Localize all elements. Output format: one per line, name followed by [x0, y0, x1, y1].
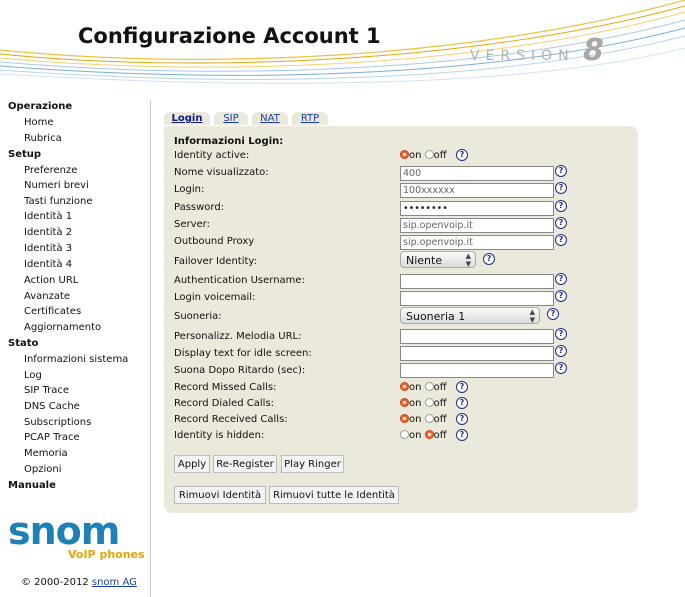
help-icon[interactable]: ? [456, 397, 468, 409]
sidebar-item-certificates[interactable]: Certificates [24, 306, 82, 317]
copyright [21, 577, 137, 588]
sidebar-item-action-url[interactable]: Action URL [24, 275, 79, 286]
radio-on-label: on [409, 430, 422, 441]
help-icon[interactable]: ? [555, 328, 567, 340]
display-name-label: Nome visualizzato: [174, 167, 269, 178]
tab-rtp[interactable]: RTP [292, 112, 328, 125]
sidebar-item-identita-4[interactable]: Identità 4 [24, 259, 73, 270]
sidebar-item-rubrica[interactable]: Rubrica [24, 133, 62, 144]
sidebar-section-setup: Setup [8, 149, 42, 160]
outbound-proxy-label: Outbound Proxy [174, 236, 255, 247]
sidebar-item-aggiornamento[interactable]: Aggiornamento [24, 322, 102, 333]
ringtone-value: Suoneria 1 [406, 310, 466, 323]
tab-login[interactable]: Login [164, 112, 210, 125]
login-voicemail-input[interactable] [400, 291, 554, 306]
help-icon[interactable]: ? [555, 200, 567, 212]
help-icon[interactable]: ? [555, 234, 567, 246]
radio-off-label: off [433, 398, 447, 409]
help-icon[interactable]: ? [456, 413, 468, 425]
section-title: Informazioni Login: [174, 136, 284, 147]
record-missed-label: Record Missed Calls: [174, 382, 277, 393]
radio-off-label: off [433, 414, 447, 425]
record-missed-off-radio[interactable] [425, 382, 434, 391]
sidebar-item-identita-1[interactable]: Identità 1 [24, 211, 73, 222]
sidebar-item-dns-cache[interactable]: DNS Cache [24, 401, 80, 412]
snom-logo [8, 509, 145, 561]
ring-after-delay-label: Suona Dopo Ritardo (sec): [174, 365, 306, 376]
custom-melody-url-input[interactable] [400, 329, 554, 344]
apply-button[interactable]: Apply [174, 455, 210, 473]
help-icon[interactable]: ? [555, 345, 567, 357]
sidebar-item-numeri-brevi[interactable]: Numeri brevi [24, 180, 89, 191]
record-received-radio [400, 414, 447, 425]
help-icon[interactable]: ? [555, 217, 567, 229]
record-missed-radio [400, 382, 447, 393]
sidebar-item-sip-trace[interactable]: SIP Trace [24, 385, 70, 396]
sidebar-item-home[interactable]: Home [24, 117, 54, 128]
identity-active-label: Identity active: [174, 150, 250, 161]
radio-on-label: on [409, 414, 422, 425]
sidebar-item-memoria[interactable]: Memoria [24, 448, 68, 459]
help-icon[interactable]: ? [483, 253, 495, 265]
login-label: Login: [174, 184, 205, 195]
remove-identity-button[interactable]: Rimuovi Identità [174, 486, 266, 504]
sidebar-item-subscriptions[interactable]: Subscriptions [24, 417, 92, 428]
radio-on-label: on [409, 382, 422, 393]
play-ringer-button[interactable]: Play Ringer [281, 455, 344, 473]
logo-tagline: VoIP phones [68, 548, 145, 561]
record-received-on-radio[interactable] [400, 414, 409, 423]
help-icon[interactable]: ? [456, 381, 468, 393]
custom-melody-url-label: Personalizz. Melodia URL: [174, 331, 302, 342]
identity-hidden-on-radio[interactable] [400, 430, 409, 439]
radio-off-label: off [433, 430, 447, 441]
sidebar-divider [150, 100, 151, 597]
remove-all-identities-button[interactable]: Rimuovi tutte le Identità [269, 486, 399, 504]
radio-off-label: off [433, 150, 447, 161]
record-missed-on-radio[interactable] [400, 382, 409, 391]
ringtone-select[interactable] [400, 307, 540, 324]
sidebar-item-tasti-funzione[interactable]: Tasti funzione [24, 196, 93, 207]
select-arrows-icon: ▲ ▼ [465, 252, 471, 268]
sidebar-item-preferenze[interactable]: Preferenze [24, 165, 78, 176]
login-voicemail-label: Login voicemail: [174, 292, 256, 303]
idle-display-text-label: Display text for idle screen: [174, 348, 312, 359]
record-received-off-radio[interactable] [425, 414, 434, 423]
re-register-button[interactable]: Re-Register [213, 455, 277, 473]
identity-active-on-radio[interactable] [400, 150, 409, 159]
auth-username-input[interactable] [400, 274, 554, 289]
password-input[interactable]: •••••••• [400, 201, 554, 216]
record-dialed-on-radio[interactable] [400, 398, 409, 407]
help-icon[interactable]: ? [456, 149, 468, 161]
help-icon[interactable]: ? [555, 362, 567, 374]
sidebar-item-identita-3[interactable]: Identità 3 [24, 243, 73, 254]
help-icon[interactable]: ? [547, 308, 559, 320]
record-dialed-label: Record Dialed Calls: [174, 398, 275, 409]
radio-off-label: off [433, 382, 447, 393]
record-dialed-radio [400, 398, 447, 409]
sidebar-item-opzioni[interactable]: Opzioni [24, 464, 62, 475]
radio-on-label: on [409, 398, 422, 409]
auth-username-label: Authentication Username: [174, 275, 305, 286]
page-title: Configurazione Account 1 [78, 24, 381, 48]
server-label: Server: [174, 219, 210, 230]
server-input[interactable]: sip.openvoip.it [400, 218, 554, 233]
help-icon[interactable]: ? [555, 290, 567, 302]
failover-identity-select[interactable] [400, 251, 476, 268]
sidebar-item-informazioni-sistema[interactable]: Informazioni sistema [24, 354, 129, 365]
sidebar-item-pcap-trace[interactable]: PCAP Trace [24, 432, 80, 443]
identity-hidden-label: Identity is hidden: [174, 430, 265, 441]
sidebar-section-stato: Stato [8, 338, 39, 349]
page-header [0, 0, 685, 92]
tab-nat[interactable]: NAT [252, 112, 288, 125]
version-number: 8 [583, 33, 604, 68]
identity-active-radio [400, 150, 447, 161]
ringtone-label: Suoneria: [174, 311, 222, 322]
copyright-text: © 2000-2012 [21, 577, 92, 588]
record-received-label: Record Received Calls: [174, 414, 288, 425]
radio-on-label: on [409, 150, 422, 161]
identity-active-off-radio[interactable] [425, 150, 434, 159]
sidebar-section-manuale[interactable]: Manuale [8, 480, 56, 491]
sidebar-item-avanzate[interactable]: Avanzate [24, 291, 71, 302]
tab-sip[interactable]: SIP [214, 112, 248, 125]
sidebar-item-identita-2[interactable]: Identità 2 [24, 227, 73, 238]
password-label: Password: [174, 202, 225, 213]
company-link[interactable]: snom AG [91, 577, 137, 588]
sidebar-item-log[interactable]: Log [24, 370, 42, 381]
login-settings-panel [164, 126, 638, 513]
help-icon[interactable]: ? [555, 273, 567, 285]
select-arrows-icon: ▲ ▼ [529, 308, 535, 324]
logo-brand: snom [8, 509, 120, 553]
outbound-proxy-input[interactable]: sip.openvoip.it [400, 235, 554, 250]
identity-hidden-off-radio[interactable] [425, 430, 434, 439]
display-name-input[interactable]: 400 [400, 166, 554, 181]
sidebar-section-operazione: Operazione [8, 101, 73, 112]
idle-display-text-input[interactable] [400, 346, 554, 361]
help-icon[interactable]: ? [456, 429, 468, 441]
help-icon[interactable]: ? [555, 182, 567, 194]
help-icon[interactable]: ? [555, 165, 567, 177]
identity-hidden-radio [400, 430, 447, 441]
login-input[interactable]: 100xxxxxx [400, 183, 554, 198]
record-dialed-off-radio[interactable] [425, 398, 434, 407]
ring-after-delay-input[interactable] [400, 363, 554, 378]
failover-identity-value: Niente [406, 254, 443, 267]
failover-identity-label: Failover Identity: [174, 256, 257, 267]
version-label: VERSION [470, 48, 575, 64]
